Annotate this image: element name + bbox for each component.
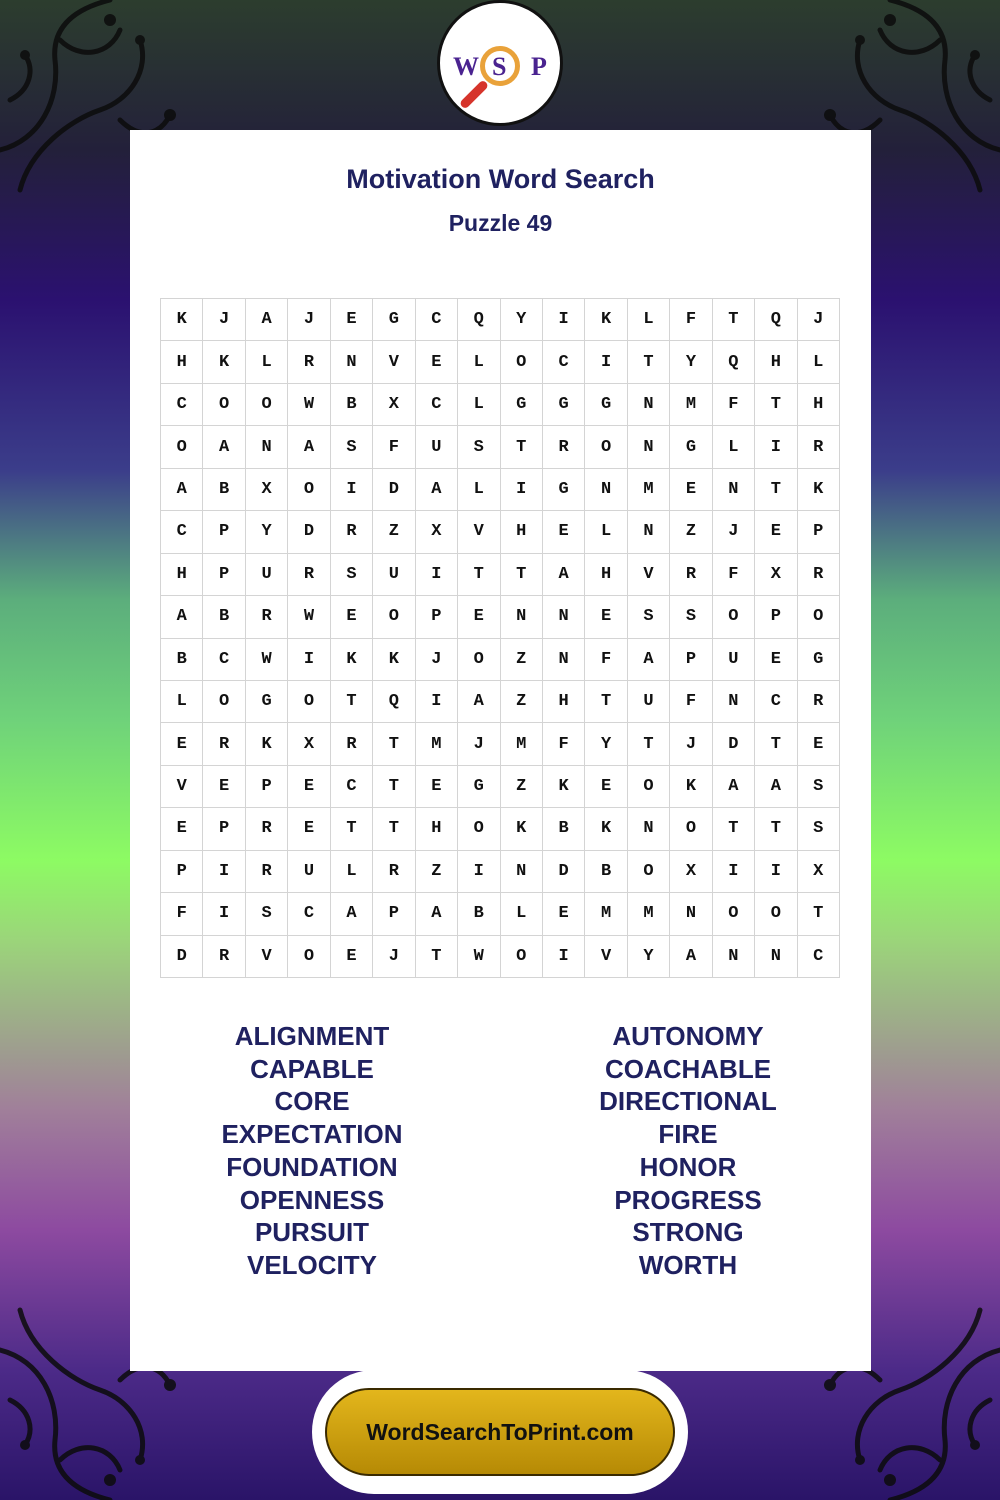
logo-letter-p: P bbox=[531, 52, 547, 81]
grid-cell[interactable]: V bbox=[373, 341, 415, 383]
grid-cell[interactable]: O bbox=[713, 596, 755, 638]
grid-cell[interactable]: V bbox=[585, 936, 627, 978]
grid-cell[interactable]: S bbox=[331, 426, 373, 468]
grid-cell[interactable]: T bbox=[798, 893, 840, 935]
grid-cell[interactable]: Q bbox=[373, 681, 415, 723]
grid-cell[interactable]: N bbox=[501, 851, 543, 893]
word-list-item: PROGRESS bbox=[614, 1184, 762, 1215]
word-list-item: CAPABLE bbox=[250, 1053, 374, 1084]
grid-cell[interactable]: I bbox=[713, 851, 755, 893]
grid-cell[interactable]: T bbox=[458, 554, 500, 596]
grid-cell[interactable]: U bbox=[628, 681, 670, 723]
grid-cell[interactable]: Q bbox=[755, 299, 797, 341]
grid-cell[interactable]: T bbox=[585, 681, 627, 723]
grid-cell[interactable]: L bbox=[246, 341, 288, 383]
grid-cell[interactable]: R bbox=[670, 554, 712, 596]
grid-cell[interactable]: W bbox=[288, 384, 330, 426]
grid-cell[interactable]: F bbox=[585, 639, 627, 681]
grid-cell[interactable]: K bbox=[798, 469, 840, 511]
word-list-item: OPENNESS bbox=[239, 1184, 385, 1215]
grid-cell[interactable]: O bbox=[628, 851, 670, 893]
grid-cell[interactable]: J bbox=[458, 723, 500, 765]
grid-cell[interactable]: B bbox=[161, 639, 203, 681]
grid-cell[interactable]: J bbox=[373, 936, 415, 978]
grid-cell[interactable]: R bbox=[203, 936, 245, 978]
grid-cell[interactable]: N bbox=[713, 936, 755, 978]
grid-cell[interactable]: B bbox=[203, 596, 245, 638]
word-list-left-column bbox=[142, 1020, 482, 1282]
grid-cell[interactable]: I bbox=[203, 893, 245, 935]
grid-cell[interactable]: R bbox=[331, 511, 373, 553]
grid-cell[interactable]: E bbox=[755, 639, 797, 681]
grid-cell[interactable]: O bbox=[798, 596, 840, 638]
grid-cell[interactable]: N bbox=[543, 596, 585, 638]
grid-cell[interactable]: I bbox=[416, 554, 458, 596]
grid-cell[interactable]: W bbox=[288, 596, 330, 638]
grid-cell[interactable]: I bbox=[203, 851, 245, 893]
grid-cell[interactable]: A bbox=[670, 936, 712, 978]
grid-cell[interactable]: L bbox=[713, 426, 755, 468]
grid-cell[interactable]: L bbox=[331, 851, 373, 893]
grid-cell[interactable]: I bbox=[543, 936, 585, 978]
grid-cell[interactable]: D bbox=[543, 851, 585, 893]
grid-cell[interactable]: S bbox=[246, 893, 288, 935]
grid-cell[interactable]: K bbox=[501, 808, 543, 850]
grid-cell[interactable]: H bbox=[755, 341, 797, 383]
word-list-item: DIRECTIONAL bbox=[599, 1086, 777, 1117]
grid-cell[interactable]: I bbox=[755, 426, 797, 468]
grid-cell[interactable]: H bbox=[161, 341, 203, 383]
grid-cell[interactable]: R bbox=[373, 851, 415, 893]
grid-cell[interactable]: L bbox=[585, 511, 627, 553]
grid-cell[interactable]: H bbox=[501, 511, 543, 553]
grid-cell[interactable]: E bbox=[331, 299, 373, 341]
grid-cell[interactable]: T bbox=[331, 681, 373, 723]
grid-cell[interactable]: T bbox=[628, 723, 670, 765]
grid-cell[interactable]: N bbox=[755, 936, 797, 978]
grid-cell[interactable]: O bbox=[628, 766, 670, 808]
grid-cell[interactable]: P bbox=[161, 851, 203, 893]
grid-cell[interactable]: C bbox=[203, 639, 245, 681]
grid-cell[interactable]: E bbox=[203, 766, 245, 808]
grid-cell[interactable]: N bbox=[628, 511, 670, 553]
grid-cell[interactable]: V bbox=[458, 511, 500, 553]
grid-cell[interactable]: A bbox=[416, 893, 458, 935]
grid-cell[interactable]: R bbox=[288, 341, 330, 383]
grid-cell[interactable]: A bbox=[288, 426, 330, 468]
grid-cell[interactable]: X bbox=[288, 723, 330, 765]
grid-cell[interactable]: J bbox=[203, 299, 245, 341]
grid-cell[interactable]: G bbox=[246, 681, 288, 723]
grid-cell[interactable]: G bbox=[670, 426, 712, 468]
grid-cell[interactable]: A bbox=[416, 469, 458, 511]
word-list-item: FOUNDATION bbox=[226, 1151, 398, 1182]
grid-cell[interactable]: S bbox=[628, 596, 670, 638]
grid-cell[interactable]: S bbox=[458, 426, 500, 468]
grid-cell[interactable]: R bbox=[203, 723, 245, 765]
grid-cell[interactable]: F bbox=[161, 893, 203, 935]
grid-cell[interactable]: N bbox=[713, 469, 755, 511]
word-list-item: COACHABLE bbox=[604, 1053, 772, 1084]
grid-cell[interactable]: O bbox=[288, 469, 330, 511]
grid-cell[interactable]: Y bbox=[585, 723, 627, 765]
grid-cell[interactable]: K bbox=[585, 299, 627, 341]
grid-cell[interactable]: R bbox=[246, 851, 288, 893]
grid-cell[interactable]: N bbox=[628, 426, 670, 468]
grid-cell[interactable]: C bbox=[755, 681, 797, 723]
grid-cell[interactable]: G bbox=[543, 469, 585, 511]
grid-cell[interactable]: Y bbox=[246, 511, 288, 553]
grid-cell[interactable]: S bbox=[670, 596, 712, 638]
grid-cell[interactable]: F bbox=[713, 554, 755, 596]
grid-cell[interactable]: I bbox=[288, 639, 330, 681]
grid-cell[interactable]: N bbox=[501, 596, 543, 638]
grid-cell[interactable]: Q bbox=[458, 299, 500, 341]
grid-cell[interactable]: U bbox=[416, 426, 458, 468]
grid-cell[interactable]: Z bbox=[416, 851, 458, 893]
grid-cell[interactable]: R bbox=[331, 723, 373, 765]
grid-cell[interactable]: C bbox=[288, 893, 330, 935]
grid-cell[interactable]: M bbox=[416, 723, 458, 765]
grid-cell[interactable]: N bbox=[670, 893, 712, 935]
grid-cell[interactable]: K bbox=[161, 299, 203, 341]
grid-cell[interactable]: J bbox=[670, 723, 712, 765]
grid-cell[interactable]: O bbox=[501, 341, 543, 383]
grid-cell[interactable]: F bbox=[670, 681, 712, 723]
grid-cell[interactable]: P bbox=[416, 596, 458, 638]
grid-cell[interactable]: D bbox=[373, 469, 415, 511]
grid-cell[interactable]: M bbox=[670, 384, 712, 426]
grid-cell[interactable]: L bbox=[501, 893, 543, 935]
grid-cell[interactable]: R bbox=[288, 554, 330, 596]
grid-cell[interactable]: K bbox=[543, 766, 585, 808]
grid-cell[interactable]: R bbox=[246, 596, 288, 638]
grid-cell[interactable]: O bbox=[288, 681, 330, 723]
grid-cell[interactable]: T bbox=[755, 384, 797, 426]
word-list-item: AUTONOMY bbox=[612, 1021, 764, 1051]
grid-cell[interactable]: L bbox=[458, 384, 500, 426]
grid-cell[interactable]: J bbox=[798, 299, 840, 341]
grid-cell[interactable]: N bbox=[331, 341, 373, 383]
grid-cell[interactable]: I bbox=[331, 469, 373, 511]
grid-cell[interactable]: A bbox=[458, 681, 500, 723]
grid-cell[interactable]: T bbox=[755, 723, 797, 765]
grid-cell[interactable]: O bbox=[501, 936, 543, 978]
grid-cell[interactable]: X bbox=[755, 554, 797, 596]
grid-cell[interactable]: H bbox=[585, 554, 627, 596]
word-list-item: HONOR bbox=[639, 1151, 737, 1182]
grid-cell[interactable]: I bbox=[416, 681, 458, 723]
grid-cell[interactable]: D bbox=[288, 511, 330, 553]
word-list-item: WORTH bbox=[638, 1249, 738, 1280]
grid-cell[interactable]: T bbox=[373, 723, 415, 765]
grid-cell[interactable]: E bbox=[458, 596, 500, 638]
grid-cell[interactable]: B bbox=[331, 384, 373, 426]
grid-cell[interactable]: N bbox=[628, 808, 670, 850]
grid-cell[interactable]: E bbox=[331, 596, 373, 638]
grid-cell[interactable]: F bbox=[670, 299, 712, 341]
grid-cell[interactable]: F bbox=[713, 384, 755, 426]
word-list-item: FIRE bbox=[658, 1119, 718, 1150]
grid-cell[interactable]: H bbox=[798, 384, 840, 426]
grid-cell[interactable]: J bbox=[416, 639, 458, 681]
grid-cell[interactable]: D bbox=[713, 723, 755, 765]
grid-cell[interactable]: P bbox=[203, 808, 245, 850]
grid-cell[interactable]: X bbox=[670, 851, 712, 893]
grid-cell[interactable]: O bbox=[161, 426, 203, 468]
grid-cell[interactable]: I bbox=[458, 851, 500, 893]
word-list-right-column bbox=[518, 1020, 858, 1282]
puzzle-title: Motivation Word Search bbox=[346, 164, 655, 194]
word-list-item: PURSUIT bbox=[254, 1217, 370, 1248]
grid-cell[interactable]: Z bbox=[373, 511, 415, 553]
logo-letter-w: W bbox=[453, 52, 479, 81]
grid-cell[interactable]: P bbox=[203, 554, 245, 596]
grid-cell[interactable]: R bbox=[543, 426, 585, 468]
grid-cell[interactable]: A bbox=[203, 426, 245, 468]
grid-cell[interactable]: R bbox=[798, 681, 840, 723]
grid-cell[interactable]: L bbox=[458, 341, 500, 383]
grid-cell[interactable]: T bbox=[373, 808, 415, 850]
grid-cell[interactable]: N bbox=[246, 426, 288, 468]
grid-cell[interactable]: M bbox=[501, 723, 543, 765]
grid-cell[interactable]: T bbox=[501, 426, 543, 468]
grid-cell[interactable]: G bbox=[798, 639, 840, 681]
grid-cell[interactable]: T bbox=[755, 469, 797, 511]
grid-cell[interactable]: I bbox=[543, 299, 585, 341]
magnifier-handle bbox=[459, 79, 489, 109]
grid-cell[interactable]: E bbox=[798, 723, 840, 765]
grid-cell[interactable]: C bbox=[798, 936, 840, 978]
grid-cell[interactable]: P bbox=[203, 511, 245, 553]
grid-cell[interactable]: A bbox=[161, 469, 203, 511]
grid-cell[interactable]: E bbox=[288, 766, 330, 808]
grid-cell[interactable]: B bbox=[543, 808, 585, 850]
grid-cell[interactable]: R bbox=[246, 808, 288, 850]
grid-cell[interactable]: I bbox=[501, 469, 543, 511]
grid-cell[interactable]: A bbox=[161, 596, 203, 638]
grid-cell[interactable]: O bbox=[373, 596, 415, 638]
site-badge bbox=[312, 1370, 688, 1494]
word-list-item: EXPECTATION bbox=[221, 1119, 403, 1150]
grid-cell[interactable]: O bbox=[203, 681, 245, 723]
grid-cell[interactable]: E bbox=[585, 596, 627, 638]
grid-cell[interactable]: G bbox=[373, 299, 415, 341]
grid-cell[interactable]: H bbox=[543, 681, 585, 723]
grid-cell[interactable]: L bbox=[628, 299, 670, 341]
grid-cell[interactable]: X bbox=[416, 511, 458, 553]
grid-cell[interactable]: V bbox=[628, 554, 670, 596]
grid-cell[interactable]: E bbox=[416, 341, 458, 383]
grid-cell[interactable]: Y bbox=[670, 341, 712, 383]
grid-cell[interactable]: O bbox=[713, 893, 755, 935]
grid-cell[interactable]: D bbox=[161, 936, 203, 978]
grid-cell[interactable]: V bbox=[161, 766, 203, 808]
grid-cell[interactable]: C bbox=[416, 299, 458, 341]
grid-cell[interactable]: C bbox=[543, 341, 585, 383]
grid-cell[interactable]: M bbox=[628, 469, 670, 511]
grid-cell[interactable]: K bbox=[331, 639, 373, 681]
word-list-item: ALIGNMENT bbox=[234, 1021, 390, 1051]
grid-cell[interactable]: C bbox=[331, 766, 373, 808]
grid-cell[interactable]: S bbox=[798, 766, 840, 808]
grid-cell[interactable]: Y bbox=[628, 936, 670, 978]
grid-cell[interactable]: O bbox=[458, 639, 500, 681]
logo-letter-s: S bbox=[492, 52, 507, 81]
site-link[interactable]: WordSearchToPrint.com bbox=[325, 1388, 675, 1476]
grid-cell[interactable]: X bbox=[246, 469, 288, 511]
grid-cell[interactable]: A bbox=[246, 299, 288, 341]
grid-cell[interactable]: B bbox=[585, 851, 627, 893]
grid-cell[interactable]: M bbox=[628, 893, 670, 935]
grid-cell[interactable]: O bbox=[670, 808, 712, 850]
grid-cell[interactable]: T bbox=[755, 808, 797, 850]
grid-cell[interactable]: A bbox=[628, 639, 670, 681]
grid-cell[interactable]: A bbox=[331, 893, 373, 935]
grid-cell[interactable]: G bbox=[458, 766, 500, 808]
grid-cell[interactable]: O bbox=[585, 426, 627, 468]
grid-cell[interactable]: N bbox=[585, 469, 627, 511]
grid-cell[interactable]: V bbox=[246, 936, 288, 978]
grid-cell[interactable]: I bbox=[585, 341, 627, 383]
grid-cell[interactable]: M bbox=[585, 893, 627, 935]
grid-cell[interactable]: E bbox=[585, 766, 627, 808]
grid-cell[interactable]: O bbox=[755, 893, 797, 935]
grid-cell[interactable]: O bbox=[288, 936, 330, 978]
grid-cell[interactable]: E bbox=[755, 511, 797, 553]
grid-cell[interactable]: W bbox=[246, 639, 288, 681]
grid-cell[interactable]: T bbox=[628, 341, 670, 383]
grid-cell[interactable]: R bbox=[798, 554, 840, 596]
grid-cell[interactable]: E bbox=[288, 808, 330, 850]
grid-cell[interactable]: T bbox=[331, 808, 373, 850]
grid-cell[interactable]: F bbox=[373, 426, 415, 468]
grid-cell[interactable]: A bbox=[755, 766, 797, 808]
grid-cell[interactable]: S bbox=[331, 554, 373, 596]
grid-cell[interactable]: G bbox=[585, 384, 627, 426]
grid-cell[interactable]: S bbox=[798, 808, 840, 850]
grid-cell[interactable]: L bbox=[458, 469, 500, 511]
grid-cell[interactable]: A bbox=[543, 554, 585, 596]
grid-cell[interactable]: O bbox=[203, 384, 245, 426]
grid-cell[interactable]: N bbox=[713, 681, 755, 723]
grid-cell[interactable]: H bbox=[161, 554, 203, 596]
grid-cell[interactable]: Z bbox=[670, 511, 712, 553]
grid-cell[interactable]: R bbox=[798, 426, 840, 468]
magnifying-glass-icon bbox=[445, 8, 555, 118]
grid-cell[interactable]: Q bbox=[713, 341, 755, 383]
grid-cell[interactable]: F bbox=[543, 723, 585, 765]
grid-cell[interactable]: U bbox=[713, 639, 755, 681]
grid-cell[interactable]: P bbox=[373, 893, 415, 935]
word-list-item: VELOCITY bbox=[246, 1249, 377, 1280]
letter-grid bbox=[160, 298, 840, 978]
grid-cell[interactable]: O bbox=[458, 808, 500, 850]
grid-cell[interactable]: H bbox=[416, 808, 458, 850]
grid-cell[interactable]: L bbox=[161, 681, 203, 723]
grid-cell[interactable]: U bbox=[373, 554, 415, 596]
grid-cell[interactable]: G bbox=[543, 384, 585, 426]
grid-cell[interactable]: Y bbox=[501, 299, 543, 341]
word-list-item: CORE bbox=[274, 1086, 350, 1117]
grid-cell[interactable]: E bbox=[416, 766, 458, 808]
grid-cell[interactable]: E bbox=[161, 808, 203, 850]
grid-cell[interactable]: E bbox=[543, 893, 585, 935]
puzzle-subtitle: Puzzle 49 bbox=[448, 210, 553, 236]
site-logo[interactable] bbox=[437, 0, 563, 126]
grid-cell[interactable]: N bbox=[628, 384, 670, 426]
grid-cell[interactable]: U bbox=[246, 554, 288, 596]
grid-cell[interactable]: K bbox=[203, 341, 245, 383]
grid-cell[interactable]: O bbox=[246, 384, 288, 426]
grid-cell[interactable]: B bbox=[203, 469, 245, 511]
grid-cell[interactable]: I bbox=[755, 851, 797, 893]
grid-cell[interactable]: P bbox=[798, 511, 840, 553]
grid-cell[interactable]: A bbox=[713, 766, 755, 808]
grid-cell[interactable]: T bbox=[501, 554, 543, 596]
grid-cell[interactable]: J bbox=[713, 511, 755, 553]
word-list-item: STRONG bbox=[632, 1217, 744, 1248]
grid-cell[interactable]: P bbox=[670, 639, 712, 681]
grid-cell[interactable]: E bbox=[543, 511, 585, 553]
grid-cell[interactable]: C bbox=[161, 384, 203, 426]
grid-cell[interactable]: P bbox=[246, 766, 288, 808]
grid-cell[interactable]: K bbox=[373, 639, 415, 681]
grid-cell[interactable]: N bbox=[543, 639, 585, 681]
grid-cell[interactable]: P bbox=[755, 596, 797, 638]
grid-cell[interactable]: E bbox=[331, 936, 373, 978]
grid-cell[interactable]: L bbox=[798, 341, 840, 383]
grid-cell[interactable]: U bbox=[288, 851, 330, 893]
grid-cell[interactable]: J bbox=[288, 299, 330, 341]
puzzle-sheet bbox=[130, 130, 871, 1371]
grid-cell[interactable]: K bbox=[670, 766, 712, 808]
grid-cell[interactable]: C bbox=[416, 384, 458, 426]
grid-cell[interactable]: K bbox=[246, 723, 288, 765]
grid-cell[interactable]: K bbox=[585, 808, 627, 850]
grid-cell[interactable]: T bbox=[416, 936, 458, 978]
grid-cell[interactable]: B bbox=[458, 893, 500, 935]
grid-cell[interactable]: T bbox=[713, 808, 755, 850]
grid-cell[interactable]: C bbox=[161, 511, 203, 553]
grid-cell[interactable]: E bbox=[161, 723, 203, 765]
grid-cell[interactable]: W bbox=[458, 936, 500, 978]
grid-cell[interactable]: Z bbox=[501, 681, 543, 723]
grid-cell[interactable]: T bbox=[713, 299, 755, 341]
grid-cell[interactable]: E bbox=[670, 469, 712, 511]
grid-cell[interactable]: X bbox=[373, 384, 415, 426]
grid-cell[interactable]: X bbox=[798, 851, 840, 893]
grid-cell[interactable]: Z bbox=[501, 766, 543, 808]
grid-cell[interactable]: G bbox=[501, 384, 543, 426]
grid-cell[interactable]: Z bbox=[501, 639, 543, 681]
grid-cell[interactable]: T bbox=[373, 766, 415, 808]
